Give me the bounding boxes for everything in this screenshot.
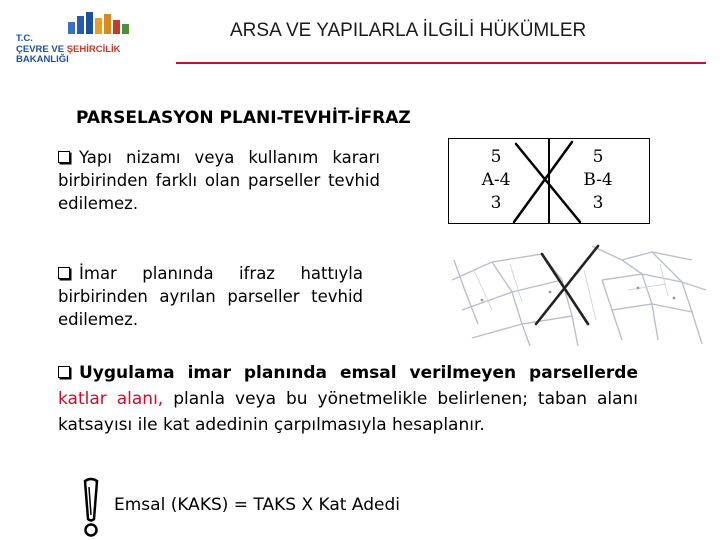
bullet-3-highlight: katlar alanı, <box>58 389 164 409</box>
bullet-item-3 <box>58 360 638 438</box>
bullet-item-1 <box>58 146 380 215</box>
ministry-logo <box>16 12 156 68</box>
section-heading: PARSELASYON PLANI-TEVHİT-İFRAZ <box>76 108 411 128</box>
logo-wordmark <box>16 34 121 66</box>
logo-buildings-icon <box>64 12 144 34</box>
logo-line-2b: ŞEHİRCİLİK <box>66 43 121 55</box>
bullet-text-1: Yapı nizamı veya kullanım kararı birbirinden farklı olan parseller tevhid edilemez. <box>58 148 380 213</box>
bullet-text-2: İmar planında ifraz hattıyla birbirinden ayrılan parseller tevhid edilemez. <box>58 264 363 329</box>
title-divider <box>176 62 706 64</box>
bullet-item-2 <box>58 262 363 331</box>
parcel-cross-icon <box>470 140 630 224</box>
bullet-3-lead: Uygulama imar planında emsal verilmeyen parsellerde <box>79 363 638 383</box>
exclamation-icon <box>78 477 104 539</box>
checkbox-bullet-icon <box>58 366 70 378</box>
checkbox-bullet-icon <box>58 151 70 163</box>
parcel-label-a: 5 A-4 3 <box>481 147 511 213</box>
parcel-label-b: 5 B-4 3 <box>583 147 613 213</box>
logo-line-3: BAKANLIĞI <box>16 54 69 65</box>
checkbox-bullet-icon <box>58 267 70 279</box>
formula-text: Emsal (KAKS) = TAKS X Kat Adedi <box>114 495 400 515</box>
parcel-map-image <box>452 240 706 346</box>
logo-line-2a: ÇEVRE VE <box>16 43 67 55</box>
logo-line-1: T.C. <box>16 33 33 44</box>
slide-title: ARSA VE YAPILARLA İLGİLİ HÜKÜMLER <box>230 20 587 41</box>
bullet-3-rest: planla veya bu yönetmelikle belirlenen; taban alanı katsayısı ile kat adedinin çarpılmasıyla hesaplanır. <box>58 389 639 435</box>
